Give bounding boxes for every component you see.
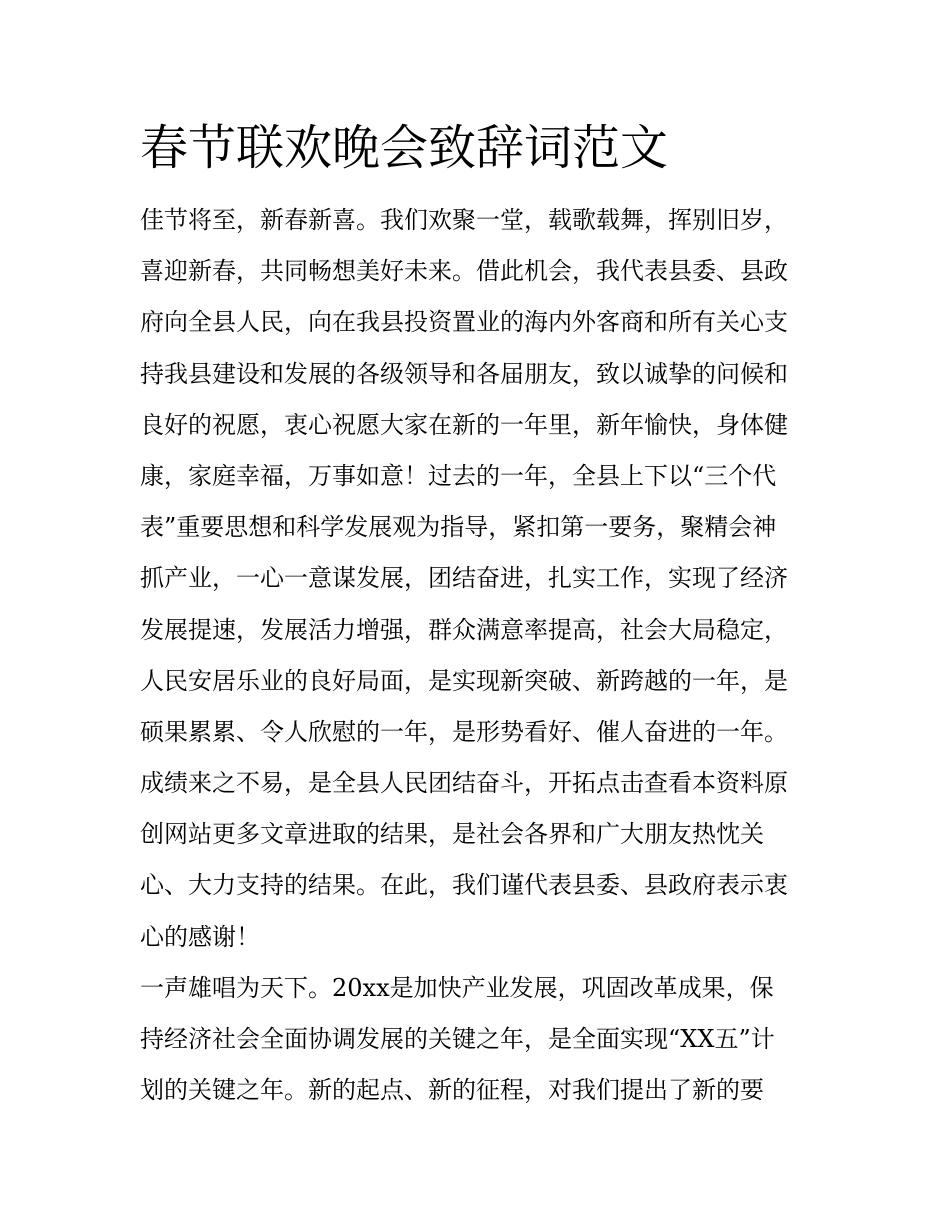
- body-line: 发展提速，发展活力增强，群众满意率提高，社会大局稳定，: [140, 615, 788, 644]
- body-line: 一声雄唱为天下。20xx是加快产业发展，巩固改革成果，保: [140, 973, 774, 1002]
- body-line: 良好的祝愿，衷心祝愿大家在新的一年里，新年愉快，身体健: [140, 410, 788, 439]
- body-line: 表”重要思想和科学发展观为指导，紧扣第一要务，聚精会神: [140, 513, 777, 542]
- document-title: 春节联欢晚会致辞词范文: [140, 120, 669, 176]
- document-body: [140, 195, 820, 1116]
- body-line: 持经济社会全面协调发展的关键之年，是全面实现“XX五”计: [140, 1025, 775, 1053]
- body-line: 硕果累累、令人欣慰的一年，是形势看好、催人奋进的一年。: [140, 717, 788, 746]
- body-line: 成绩来之不易，是全县人民团结奋斗，开拓点击查看本资料原: [140, 769, 788, 798]
- body-line: 康，家庭幸福，万事如意！过去的一年，全县上下以“三个代: [140, 461, 777, 490]
- body-line: 人民安居乐业的良好局面，是实现新突破、新跨越的一年，是: [140, 666, 788, 695]
- body-line: 持我县建设和发展的各级领导和各届朋友，致以诚挚的问候和: [140, 359, 788, 388]
- body-line: 心的感谢！: [140, 922, 260, 951]
- body-line: 佳节将至，新春新喜。我们欢聚一堂，载歌载舞，挥别旧岁，: [140, 206, 788, 234]
- body-line: 心、大力支持的结果。在此，我们谨代表县委、县政府表示衷: [140, 871, 788, 900]
- body-line: 府向全县人民，向在我县投资置业的海内外客商和所有关心支: [140, 308, 788, 337]
- body-line: 划的关键之年。新的起点、新的征程，对我们提出了新的要: [140, 1076, 764, 1105]
- body-line: 抓产业，一心一意谋发展，团结奋进，扎实工作，实现了经济: [140, 564, 788, 593]
- body-line: 喜迎新春，共同畅想美好未来。借此机会，我代表县委、县政: [140, 257, 788, 286]
- body-line: 创网站更多文章进取的结果，是社会各界和广大朋友热忱关: [140, 820, 764, 849]
